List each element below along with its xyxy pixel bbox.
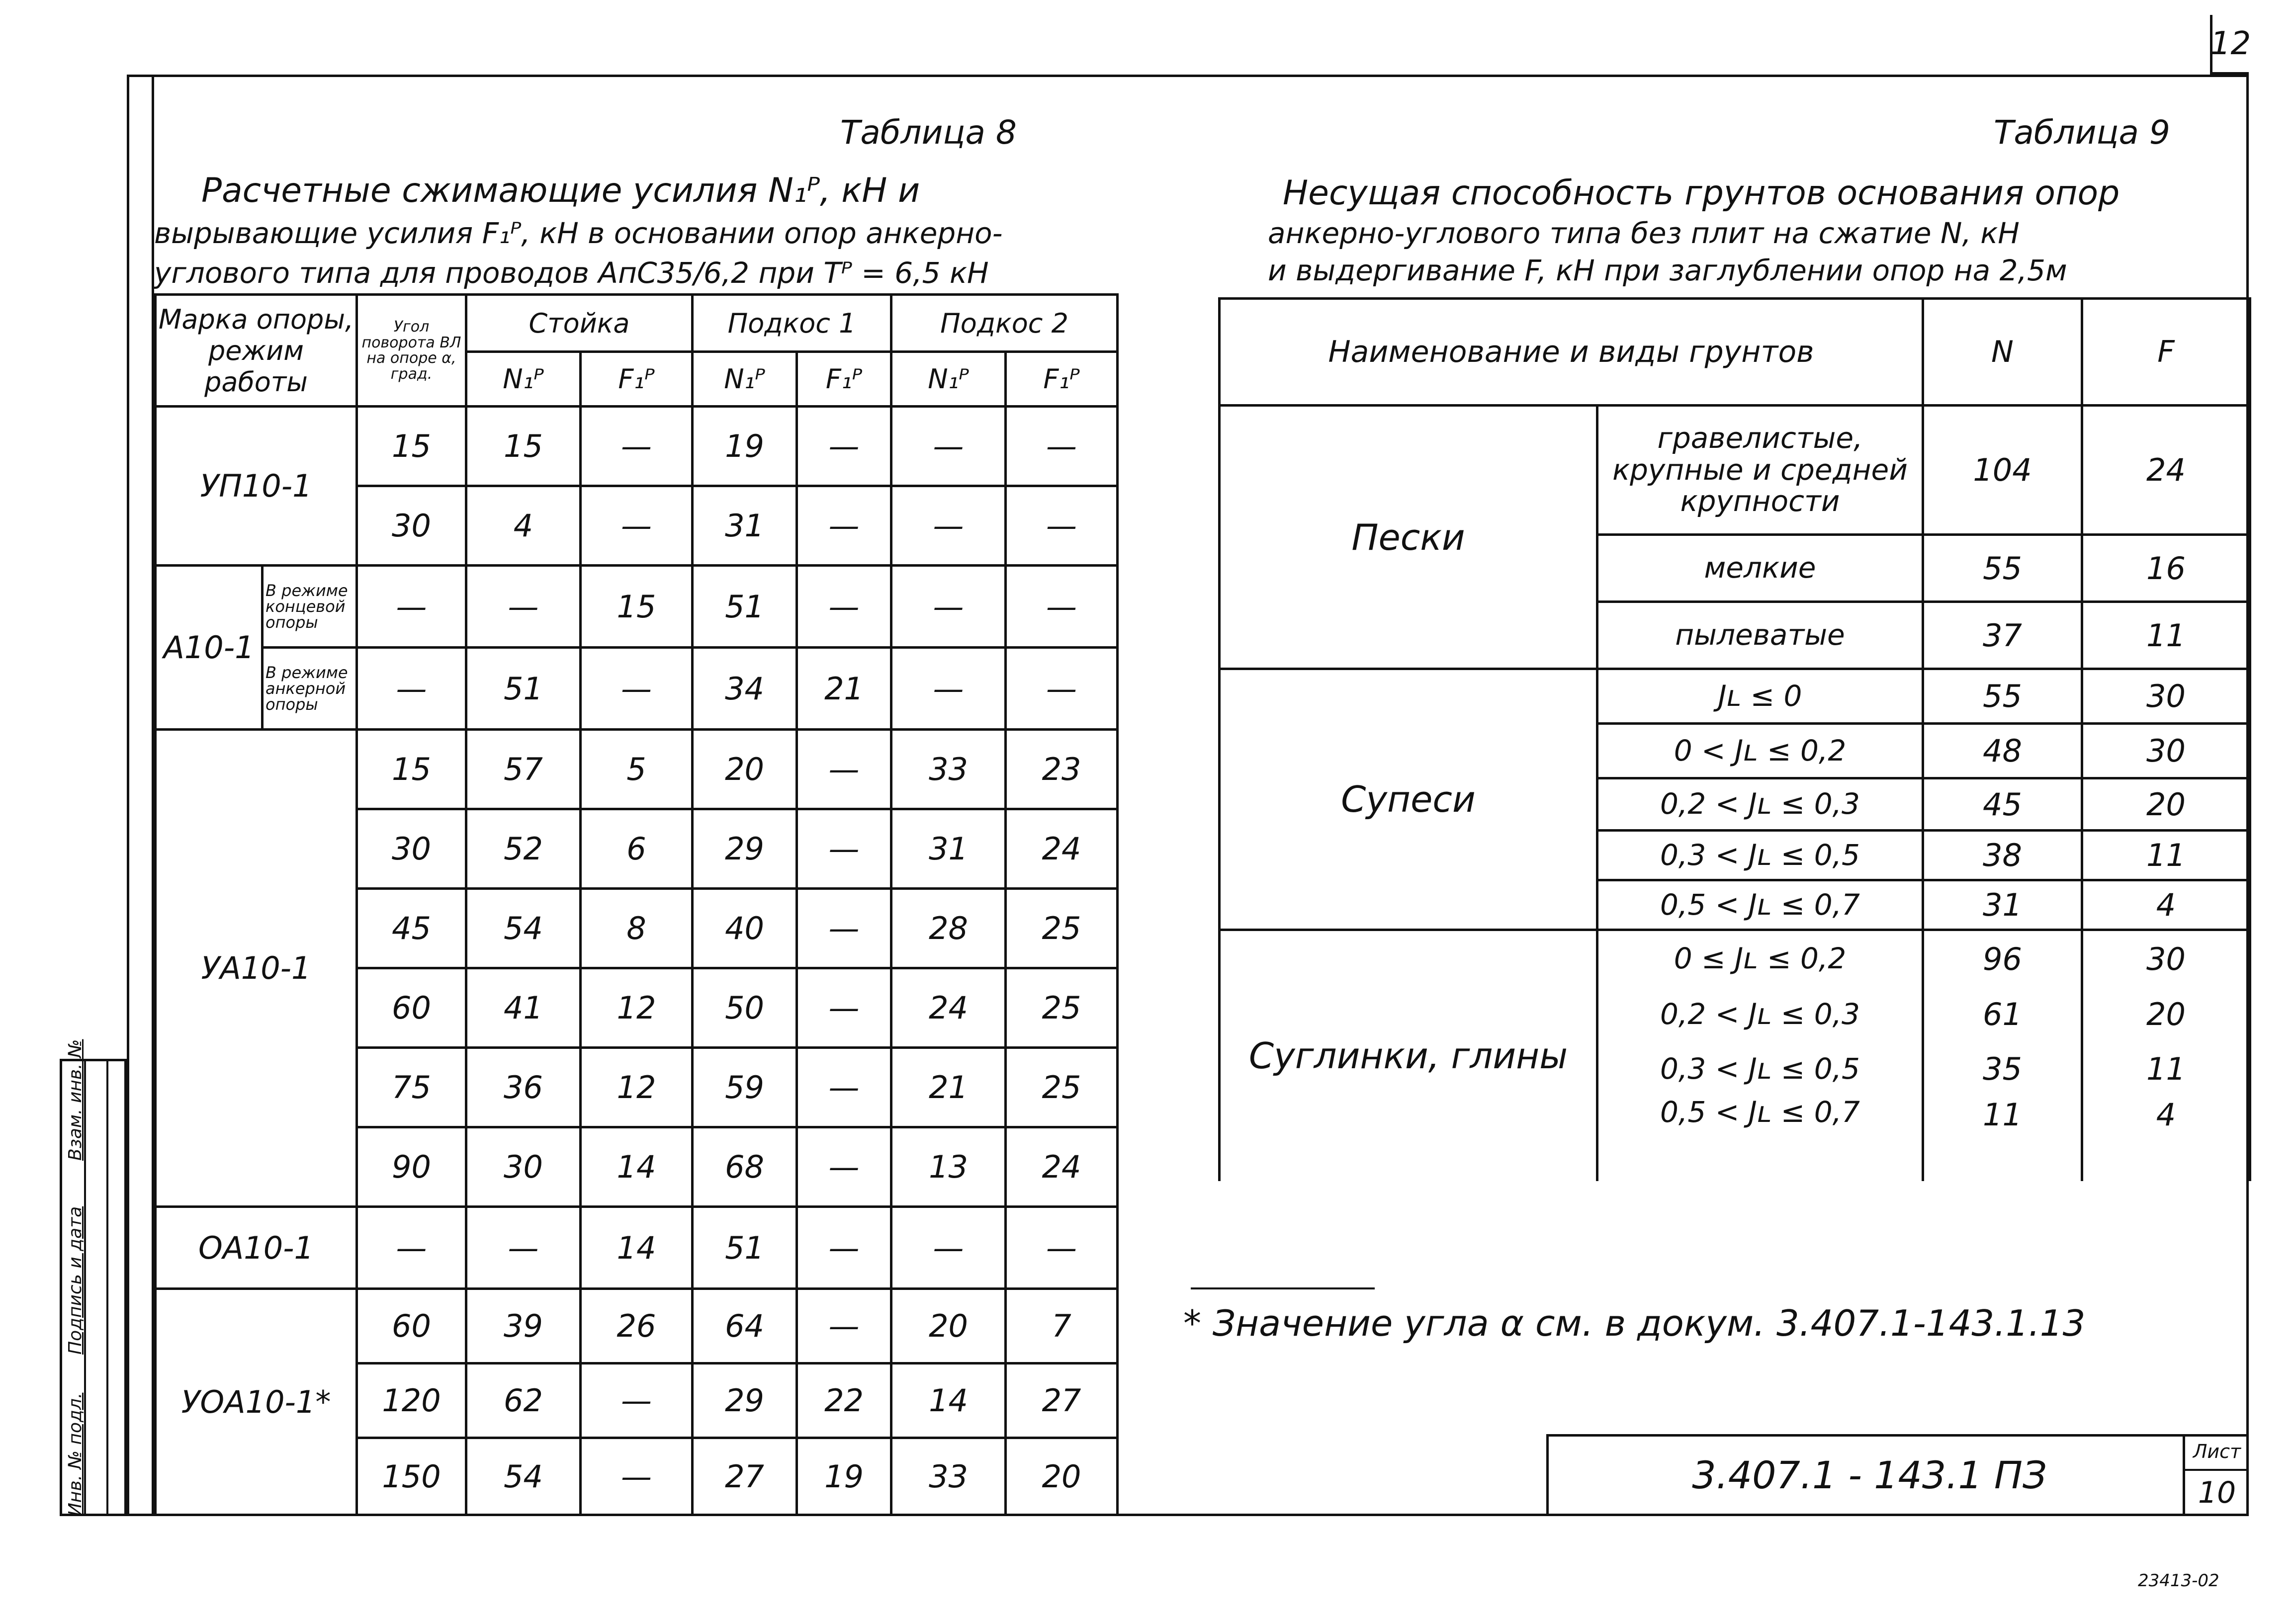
cell: 31 [891, 809, 1006, 889]
header-angle: Угол поворота ВЛ на опоре α, град. [357, 295, 466, 407]
mark-cell: УП10-1 [156, 407, 357, 566]
table9 [1218, 297, 2251, 1181]
cell: — [797, 730, 891, 809]
angle-cell: 15 [357, 407, 466, 486]
cell: 59 [693, 1048, 797, 1127]
cell: 64 [693, 1289, 797, 1364]
cell: — [797, 1289, 891, 1364]
side-stamp-inv: Инв. № подл. [65, 1392, 86, 1516]
cell: — [466, 1207, 581, 1289]
page-number: 12 [2210, 15, 2249, 75]
cell: — [1006, 648, 1118, 730]
angle-cell: 150 [357, 1438, 466, 1515]
cell: 29 [693, 1364, 797, 1438]
cell: 21 [797, 648, 891, 730]
cell: 26 [581, 1289, 693, 1364]
table-row [156, 566, 1118, 648]
cell: — [797, 407, 891, 486]
cell: 19 [693, 407, 797, 486]
cell: 25 [1006, 968, 1118, 1048]
table-row [156, 648, 1118, 730]
n-cell: 11 [1923, 1097, 2082, 1181]
mark-cell: А10-1 [156, 566, 263, 730]
angle-cell: — [357, 648, 466, 730]
soil-type-cell: 0,5 < Jʟ ≤ 0,7 [1597, 1097, 1923, 1181]
soil-type-cell: 0,5 < Jʟ ≤ 0,7 [1597, 880, 1923, 930]
f-cell: 4 [2082, 880, 2250, 930]
cell: — [891, 1207, 1006, 1289]
f-cell: 30 [2082, 930, 2250, 987]
angle-cell: 90 [357, 1127, 466, 1207]
table9-title-line1: Несущая способность грунтов основания опор [1283, 173, 2120, 213]
f-cell: 16 [2082, 535, 2250, 602]
angle-cell: 45 [357, 889, 466, 968]
soil-type-cell: пылеватые [1597, 602, 1923, 669]
cell: — [797, 1207, 891, 1289]
table9-title-line2: анкерно-углового типа без плит на сжатие N, кН [1268, 216, 2020, 250]
cell: 13 [891, 1127, 1006, 1207]
header-brace1: Подкос 1 [693, 295, 891, 352]
table8 [154, 293, 1119, 1516]
cell: 4 [466, 486, 581, 566]
document-code: 3.407.1 - 143.1 ПЗ [1692, 1453, 2047, 1497]
cell: 24 [891, 968, 1006, 1048]
cell: 12 [581, 968, 693, 1048]
cell: — [581, 648, 693, 730]
cell: — [797, 566, 891, 648]
table9-caption: Таблица 9 [1994, 113, 2170, 152]
table-row [1220, 406, 2250, 535]
soil-type-cell: 0,3 < Jʟ ≤ 0,5 [1597, 1042, 1923, 1097]
mode-cell: В режиме концевой опоры [263, 566, 357, 648]
cell: — [797, 809, 891, 889]
cell: — [891, 648, 1006, 730]
cell: 33 [891, 1438, 1006, 1515]
header-n: N [1923, 299, 2082, 406]
n-cell: 96 [1923, 930, 2082, 987]
cell: 52 [466, 809, 581, 889]
n-cell: 55 [1923, 669, 2082, 724]
cell: 24 [1006, 1127, 1118, 1207]
header-soil-name: Наименование и виды грунтов [1220, 299, 1923, 406]
soil-type-cell: мелкие [1597, 535, 1923, 602]
sheet-box [2183, 1434, 2249, 1516]
cell: 34 [693, 648, 797, 730]
cell: — [891, 407, 1006, 486]
cell: — [891, 486, 1006, 566]
f-cell: 4 [2082, 1097, 2250, 1181]
header-brace2-n: N₁ᴾ [891, 352, 1006, 407]
header-mark: Марка опоры, режим работы [156, 295, 357, 407]
cell: 25 [1006, 1048, 1118, 1127]
cell: 20 [693, 730, 797, 809]
cell: 21 [891, 1048, 1006, 1127]
mark-cell: УОА10-1* [156, 1289, 357, 1515]
cell: — [891, 566, 1006, 648]
cell: 51 [693, 1207, 797, 1289]
soil-type-cell: 0,3 < Jʟ ≤ 0,5 [1597, 831, 1923, 880]
cell: — [581, 1438, 693, 1515]
cell: — [466, 566, 581, 648]
cell: 23 [1006, 730, 1118, 809]
cell: 51 [466, 648, 581, 730]
f-cell: 30 [2082, 724, 2250, 778]
table-row [156, 1207, 1118, 1289]
soil-type-cell: Jʟ ≤ 0 [1597, 669, 1923, 724]
cell: 33 [891, 730, 1006, 809]
angle-cell: 60 [357, 968, 466, 1048]
angle-cell: 60 [357, 1289, 466, 1364]
cell: 51 [693, 566, 797, 648]
cell: — [797, 486, 891, 566]
table8-title-line1: Расчетные сжимающие усилия N₁ᴾ, кН и [201, 171, 920, 210]
n-cell: 35 [1923, 1042, 2082, 1097]
cell: — [797, 889, 891, 968]
mark-cell: УА10-1 [156, 730, 357, 1207]
angle-cell: — [357, 566, 466, 648]
cell: 7 [1006, 1289, 1118, 1364]
footnote: * Значение угла α см. в докум. 3.407.1-143.1.13 [1183, 1302, 2086, 1344]
cell: 12 [581, 1048, 693, 1127]
cell: 39 [466, 1289, 581, 1364]
side-stamp-replaced: Взам. инв. № [65, 1039, 86, 1161]
header-brace1-f: F₁ᴾ [797, 352, 891, 407]
cell: 27 [693, 1438, 797, 1515]
side-stamp-signature: Подпись и дата [65, 1206, 86, 1355]
soil-type-cell: 0,2 < Jʟ ≤ 0,3 [1597, 987, 1923, 1042]
cell: 57 [466, 730, 581, 809]
n-cell: 55 [1923, 535, 2082, 602]
soil-type-cell: 0 ≤ Jʟ ≤ 0,2 [1597, 930, 1923, 987]
cell: 68 [693, 1127, 797, 1207]
header-brace2-f: F₁ᴾ [1006, 352, 1118, 407]
cell: 54 [466, 1438, 581, 1515]
table9-title-line3: и выдергивание F, кН при заглублении опор на 2,5м [1268, 254, 2067, 287]
cell: — [581, 486, 693, 566]
cell: — [581, 1364, 693, 1438]
table8-title-line2: вырывающие усилия F₁ᴾ, кН в основании опор анкерно- [154, 216, 1003, 250]
cell: 41 [466, 968, 581, 1048]
cell: 40 [693, 889, 797, 968]
header-f: F [2082, 299, 2250, 406]
n-cell: 48 [1923, 724, 2082, 778]
table8-caption: Таблица 8 [840, 113, 1017, 152]
cell: 54 [466, 889, 581, 968]
mode-cell: В режиме анкерной опоры [263, 648, 357, 730]
cell: 20 [891, 1289, 1006, 1364]
soil-type-cell: 0,2 < Jʟ ≤ 0,3 [1597, 778, 1923, 831]
footnote-rule [1191, 1287, 1375, 1289]
side-stamp [60, 1039, 127, 1516]
cell: 14 [891, 1364, 1006, 1438]
table-row [156, 1289, 1118, 1364]
angle-cell: 15 [357, 730, 466, 809]
cell: 36 [466, 1048, 581, 1127]
cell: 22 [797, 1364, 891, 1438]
f-cell: 20 [2082, 987, 2250, 1042]
n-cell: 37 [1923, 602, 2082, 669]
n-cell: 45 [1923, 778, 2082, 831]
cell: 14 [581, 1127, 693, 1207]
angle-cell: — [357, 1207, 466, 1289]
cell: 50 [693, 968, 797, 1048]
cell: 5 [581, 730, 693, 809]
f-cell: 24 [2082, 406, 2250, 535]
f-cell: 11 [2082, 1042, 2250, 1097]
cell: — [1006, 1207, 1118, 1289]
mark-cell: ОА10-1 [156, 1207, 357, 1289]
header-brace2: Подкос 2 [891, 295, 1118, 352]
f-cell: 11 [2082, 831, 2250, 880]
n-cell: 104 [1923, 406, 2082, 535]
archive-code: 23413-02 [2138, 1571, 2219, 1591]
cell: 27 [1006, 1364, 1118, 1438]
cell: 20 [1006, 1438, 1118, 1515]
angle-cell: 120 [357, 1364, 466, 1438]
angle-cell: 75 [357, 1048, 466, 1127]
soil-type-cell: 0 < Jʟ ≤ 0,2 [1597, 724, 1923, 778]
n-cell: 31 [1923, 880, 2082, 930]
cell: 8 [581, 889, 693, 968]
soil-type-cell: гравелистые, крупные и средней крупности [1597, 406, 1923, 535]
cell: 30 [466, 1127, 581, 1207]
cell: 31 [693, 486, 797, 566]
cell: 28 [891, 889, 1006, 968]
cell: — [1006, 566, 1118, 648]
cell: 25 [1006, 889, 1118, 968]
cell: — [581, 407, 693, 486]
cell: 19 [797, 1438, 891, 1515]
cell: — [797, 1048, 891, 1127]
cell: — [1006, 486, 1118, 566]
table-row [1220, 930, 2250, 987]
cell: 15 [466, 407, 581, 486]
cell: — [797, 1127, 891, 1207]
table-row [1220, 669, 2250, 724]
f-cell: 30 [2082, 669, 2250, 724]
group-cell-loams-clays: Суглинки, глины [1220, 930, 1597, 1181]
cell: 62 [466, 1364, 581, 1438]
f-cell: 20 [2082, 778, 2250, 831]
cell: 6 [581, 809, 693, 889]
group-cell-sandy-loams: Супеси [1220, 669, 1597, 930]
cell: 15 [581, 566, 693, 648]
angle-cell: 30 [357, 486, 466, 566]
table-row [156, 730, 1118, 809]
n-cell: 61 [1923, 987, 2082, 1042]
f-cell: 11 [2082, 602, 2250, 669]
cell: 14 [581, 1207, 693, 1289]
table-row [156, 407, 1118, 486]
header-brace1-n: N₁ᴾ [693, 352, 797, 407]
sheet-label: Лист [2185, 1434, 2249, 1471]
header-stand: Стойка [466, 295, 693, 352]
angle-cell: 30 [357, 809, 466, 889]
n-cell: 38 [1923, 831, 2082, 880]
cell: — [1006, 407, 1118, 486]
cell: 24 [1006, 809, 1118, 889]
sheet-number: 10 [2198, 1475, 2236, 1510]
header-stand-n: N₁ᴾ [466, 352, 581, 407]
header-stand-f: F₁ᴾ [581, 352, 693, 407]
group-cell-sands: Пески [1220, 406, 1597, 669]
cell: — [797, 968, 891, 1048]
table8-title-line3: углового типа для проводов АпС35/6,2 при Тᴾ = 6,5 кН [154, 256, 989, 290]
cell: 29 [693, 809, 797, 889]
